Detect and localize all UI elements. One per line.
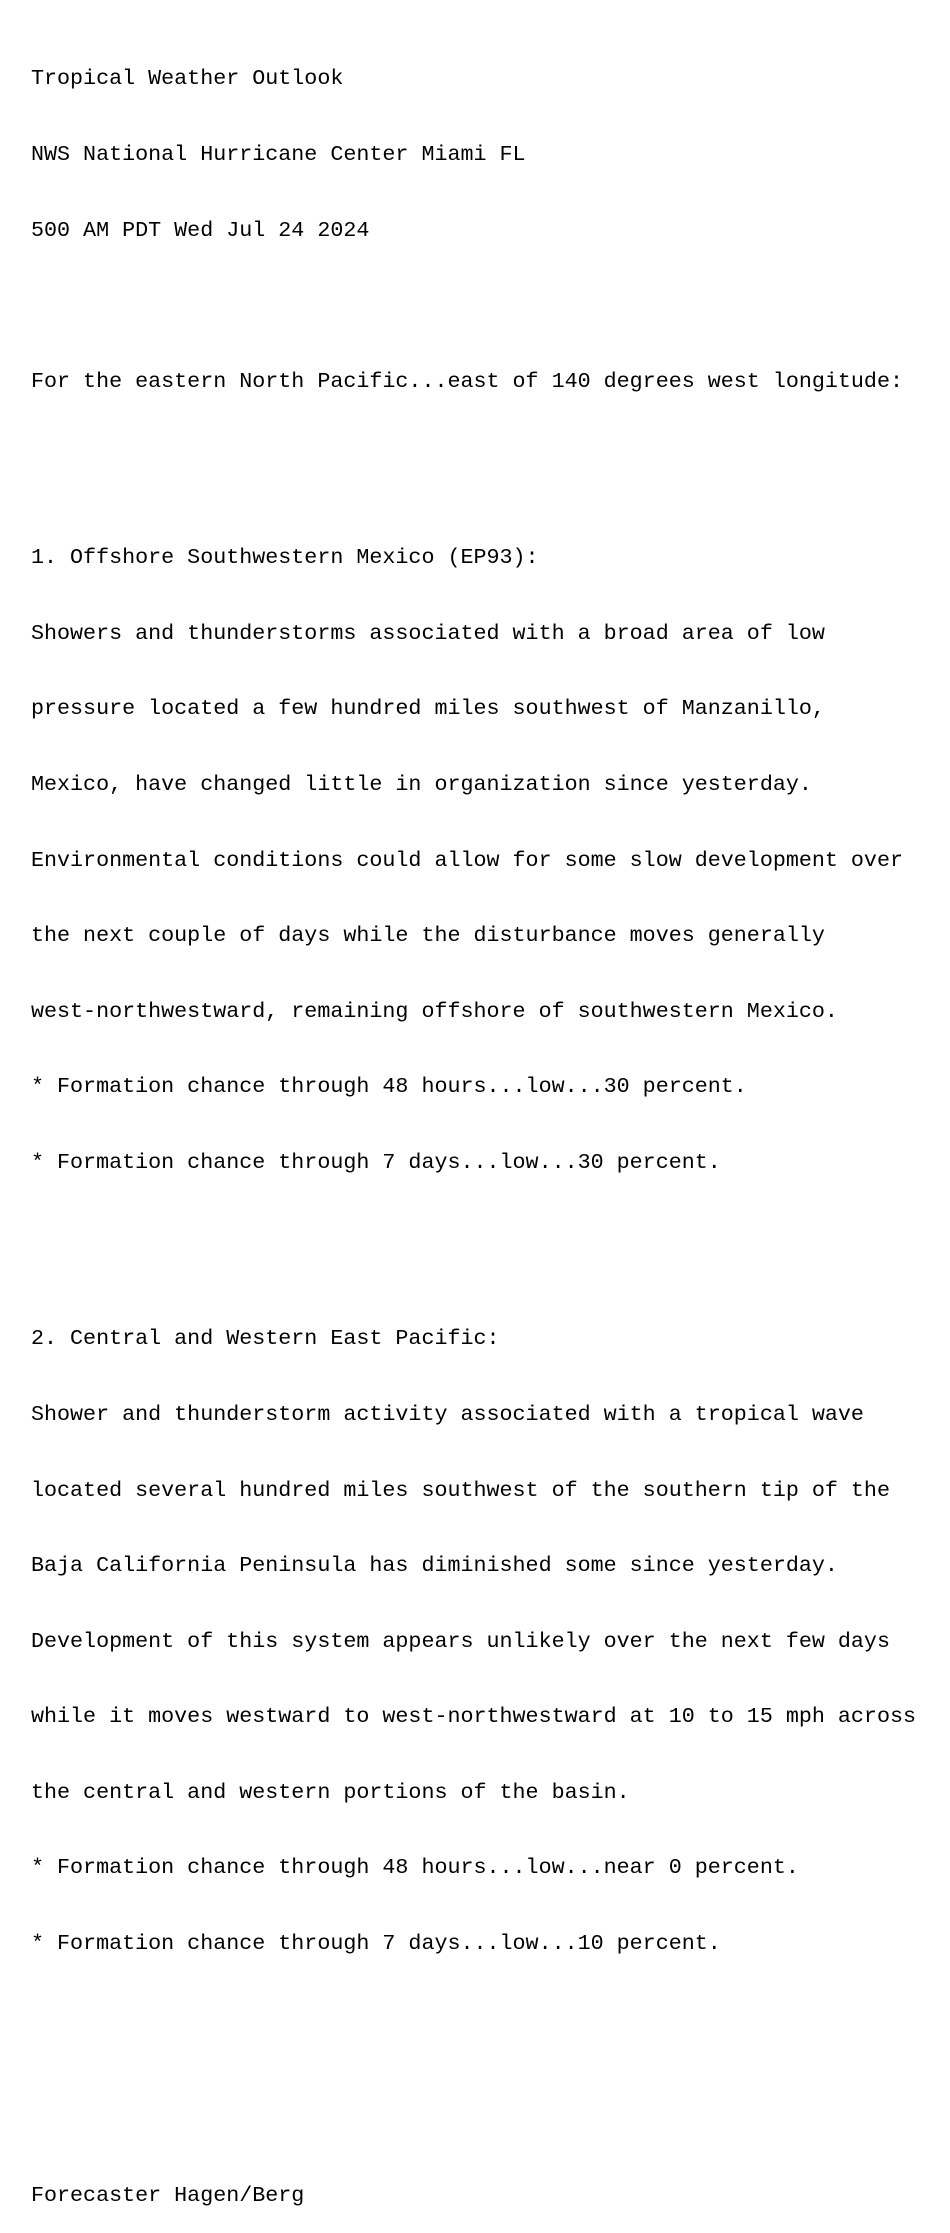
system-2-body-line: located several hundred miles southwest of the southern tip of the (31, 1477, 890, 1503)
region-intro: For the eastern North Pacific...east of 140 degrees west longitude: (31, 368, 903, 394)
system-2-chance-7d: * Formation chance through 7 days...low...10 percent. (31, 1931, 721, 1957)
issue-time: 500 AM PDT Wed Jul 24 2024 (31, 217, 370, 243)
blank-line (31, 2007, 916, 2032)
system-2-body-line: Development of this system appears unlikely over the next few days (31, 1628, 890, 1654)
system-2-chance-48h: * Formation chance through 48 hours...low...near 0 percent. (31, 1855, 799, 1881)
system-2-body-line: Shower and thunderstorm activity associated with a tropical wave (31, 1401, 864, 1427)
system-2-body-line: the central and western portions of the basin. (31, 1779, 630, 1805)
product-title: Tropical Weather Outlook (31, 66, 344, 92)
issuing-office: NWS National Hurricane Center Miami FL (31, 142, 526, 167)
system-1-body-line: Showers and thunderstorms associated with a broad area of low (31, 620, 825, 646)
system-2-body-line: while it moves westward to west-northwestward at 10 to 15 mph across (31, 1704, 916, 1730)
system-2-heading: 2. Central and Western East Pacific: (31, 1326, 500, 1352)
blank-line (31, 1226, 916, 1251)
system-1-chance-7d: * Formation chance through 7 days...low...30 percent. (31, 1149, 721, 1175)
system-1-body-line: the next couple of days while the disturbance moves generally (31, 923, 825, 949)
system-1-chance-48h: * Formation chance through 48 hours...low...30 percent. (31, 1074, 747, 1100)
system-2-body-line: Baja California Peninsula has diminished some since yesterday. (31, 1553, 838, 1579)
outlook-document (31, 16, 916, 2233)
system-1-body-line: Environmental conditions could allow for some slow development over (31, 847, 903, 873)
blank-line (31, 444, 916, 469)
forecaster-signature: Forecaster Hagen/Berg (31, 2183, 305, 2209)
system-1-body-line: west-northwestward, remaining offshore of southwestern Mexico. (31, 998, 838, 1024)
system-1-body-line: Mexico, have changed little in organization since yesterday. (31, 771, 812, 797)
blank-line (31, 2082, 916, 2107)
system-1-heading: 1. Offshore Southwestern Mexico (EP93): (31, 545, 539, 571)
system-1-body-line: pressure located a few hundred miles southwest of Manzanillo, (31, 696, 825, 722)
blank-line (31, 293, 916, 318)
